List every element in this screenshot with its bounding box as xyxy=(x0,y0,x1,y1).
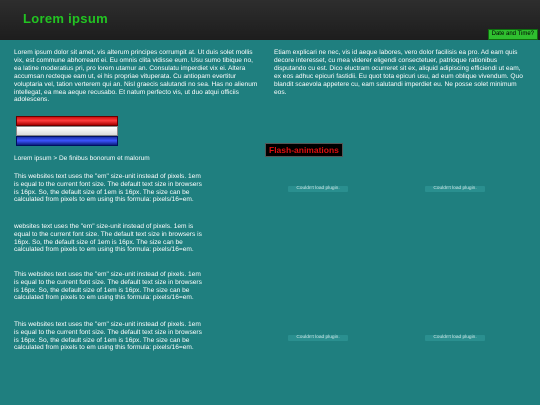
date-time-button[interactable]: Date and Time? xyxy=(488,29,538,40)
site-title: Lorem ipsum xyxy=(23,11,108,26)
plugin-placeholder[interactable]: Couldn't load plugin. xyxy=(425,186,485,192)
breadcrumb[interactable]: Lorem ipsum > De finibus bonorum et malorum xyxy=(14,155,150,162)
text-paragraph: This websites text uses the "em" size-unit instead of pixels. 1em is equal to the current font size. The default text size in browsers is 16px. So, the default size of 1em is 16px. The size can be calculated from pixels to em using this formula: pixels/16=em. xyxy=(14,173,202,204)
flag-band-red xyxy=(16,116,118,126)
intro-text-right: Etiam explicari ne nec, vis id aeque labores, vero dolor facilisis ea pro. Ad eam quis decore interesset, cu mea viderer eligendi consectetuer, patrioque rationibus disputando cu est. Dico eluctram ocurreret sit ex, aliquid adipiscing efficiendi ut eam, ex eos adhuc epicuri fastidii. Eu quot tota epicuri usu, ad eum oblique vivendum. Quo blandit scaevola appetere cu, eam salutandi imperdiet eu. Ne posse solet minimum eos. xyxy=(274,49,523,96)
flag-band-blue xyxy=(16,136,118,146)
flag-image xyxy=(16,116,118,146)
flag-band-white xyxy=(16,126,118,136)
text-paragraph: websites text uses the "em" size-unit instead of pixels. 1em is equal to the current font size. The default text size in browsers is 16px. So, the default size of 1em is 16px. The size can be calculated from pixels to em using this formula: pixels/16=em. xyxy=(14,223,202,254)
flash-animations-heading: Flash-animations xyxy=(265,143,343,157)
top-bar xyxy=(0,0,540,40)
plugin-placeholder[interactable]: Couldn't load plugin. xyxy=(288,186,348,192)
text-paragraph: This websites text uses the "em" size-unit instead of pixels. 1em is equal to the current font size. The default text size in browsers is 16px. So, the default size of 1em is 16px. The size can be calculated from pixels to em using this formula: pixels/16=em. xyxy=(14,321,202,352)
plugin-placeholder[interactable]: Couldn't load plugin. xyxy=(425,335,485,341)
plugin-placeholder[interactable]: Couldn't load plugin. xyxy=(288,335,348,341)
text-paragraph: This websites text uses the "em" size-unit instead of pixels. 1em is equal to the current font size. The default text size in browsers is 16px. So, the default size of 1em is 16px. The size can be calculated from pixels to em using this formula: pixels/16=em. xyxy=(14,271,202,302)
intro-text-left: Lorem ipsum dolor sit amet, vis alterum principes corrumpit at. Ut duis solet mollis vix, est commune abhorreant ei. Eu omnis clita vidisse eum. Usu sumo tibique no, ea latine moderatius pri, pro lorem utamur an. Consulatu imperdiet vix ei. Altera accumsan recteque eam ut, ei his propriae vituperata. Cu antiopam evertitur voluptaria vel, tation verterem qui an. Nisl graecis salutandi no sea. Has no alienum intellegat, ea mea aeque recusabo. Et natum perfecto vis, ut duo atqui officiis adolescens. xyxy=(14,49,258,104)
